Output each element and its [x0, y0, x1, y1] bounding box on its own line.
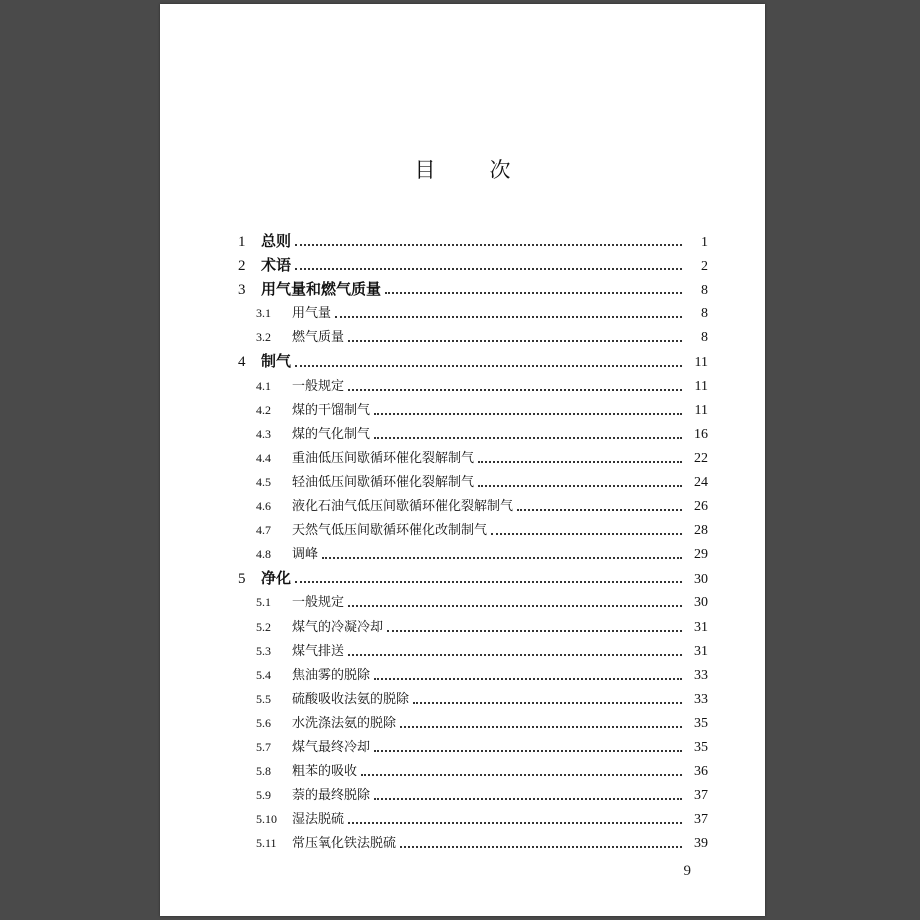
toc-entry-label: 天然气低压间歇循环催化改制制气 — [292, 523, 488, 539]
toc-entry[interactable] — [238, 640, 708, 664]
toc-entry-number: 5.4 — [256, 667, 271, 682]
toc-entry-page: 8 — [701, 330, 708, 346]
toc-entry[interactable] — [238, 471, 708, 495]
toc-entry[interactable] — [238, 616, 708, 640]
toc-entry-page: 22 — [694, 450, 708, 466]
dot-leader — [517, 509, 682, 511]
toc-entry[interactable] — [238, 278, 708, 302]
toc-entry-number: 4.5 — [256, 474, 271, 489]
toc-entry-label: 调峰 — [292, 547, 319, 563]
toc-entry[interactable] — [238, 664, 708, 688]
toc-entry[interactable] — [238, 784, 708, 808]
toc-entry-number: 4 — [238, 354, 246, 371]
toc-entry-page: 26 — [694, 499, 708, 515]
toc-entry-page: 30 — [694, 595, 708, 611]
toc-entry-number: 3.2 — [256, 330, 271, 345]
toc-entry-page: 11 — [694, 378, 708, 394]
toc-entry-page: 31 — [694, 619, 708, 635]
dot-leader — [348, 340, 682, 342]
dot-leader — [295, 268, 682, 270]
toc-entry-label: 湿法脱硫 — [292, 812, 345, 828]
toc-entry[interactable] — [238, 399, 708, 423]
toc-entry-label: 轻油低压间歇循环催化裂解制气 — [292, 474, 475, 490]
dot-leader — [387, 630, 682, 632]
toc-entry-number: 3.1 — [256, 306, 271, 321]
toc-entry-page: 11 — [694, 355, 708, 371]
toc-entry[interactable] — [238, 567, 708, 591]
toc-entry[interactable] — [238, 519, 708, 543]
toc-entry[interactable] — [238, 230, 708, 254]
toc-entry-label: 硫酸吸收法氨的脱除 — [292, 691, 410, 707]
toc-entry[interactable] — [238, 350, 708, 374]
toc-entry-label: 萘的最终脱除 — [292, 788, 371, 804]
toc-entry-number: 4.3 — [256, 426, 271, 441]
dot-leader — [374, 413, 682, 415]
dot-leader — [295, 365, 682, 367]
toc-entry-number: 5.2 — [256, 619, 271, 634]
dot-leader — [348, 389, 682, 391]
toc-entry-number: 5.3 — [256, 643, 271, 658]
toc-entry[interactable] — [238, 495, 708, 519]
toc-entry-page: 11 — [694, 402, 708, 418]
dot-leader — [361, 774, 682, 776]
toc-entry-number: 4.1 — [256, 378, 271, 393]
toc-entry-page: 28 — [694, 523, 708, 539]
toc-entry-page: 1 — [701, 235, 708, 250]
toc-entry-label: 常压氧化铁法脱硫 — [292, 836, 397, 852]
toc-entry[interactable] — [238, 832, 708, 856]
toc-entry[interactable] — [238, 543, 708, 567]
dot-leader — [348, 605, 682, 607]
toc-entry-number: 5 — [238, 571, 246, 588]
toc-entry-page: 37 — [694, 812, 708, 828]
toc-entry-page: 36 — [694, 764, 708, 780]
toc-entry-number: 5.1 — [256, 595, 271, 610]
toc-entry-label: 煤气排送 — [292, 643, 345, 659]
dot-leader — [385, 292, 682, 294]
toc-entry-number: 3 — [238, 282, 246, 299]
toc-entry-number: 4.7 — [256, 523, 271, 538]
dot-leader — [322, 557, 682, 559]
toc-entry-page: 35 — [694, 715, 708, 731]
toc-entry-page: 35 — [694, 739, 708, 755]
dot-leader — [295, 581, 682, 583]
toc-entry-label: 水洗涤法氨的脱除 — [292, 715, 397, 731]
dot-leader — [374, 750, 682, 752]
page-number: 9 — [683, 863, 691, 879]
dot-leader — [348, 822, 682, 824]
toc-entry-label: 燃气质量 — [292, 330, 345, 346]
toc-entry-page: 24 — [694, 474, 708, 490]
toc-entry-number: 5.11 — [256, 836, 277, 851]
title-char-2: 次 — [489, 158, 511, 182]
toc-entry-page: 8 — [701, 306, 708, 322]
dot-leader — [413, 702, 682, 704]
dot-leader — [348, 654, 682, 656]
title-char-1: 目 — [414, 158, 436, 182]
toc-entry-label: 液化石油气低压间歇循环催化裂解制气 — [292, 499, 514, 515]
dot-leader — [374, 798, 682, 800]
toc-entry-page: 29 — [694, 547, 708, 563]
toc-entry[interactable] — [238, 712, 708, 736]
toc-entry-number: 5.9 — [256, 788, 271, 803]
dot-leader — [374, 437, 682, 439]
toc-entry[interactable] — [238, 254, 708, 278]
toc-entry-label: 一般规定 — [292, 378, 345, 394]
toc-entry-label: 一般规定 — [292, 595, 345, 611]
dot-leader — [295, 244, 682, 246]
toc-entry-page: 30 — [694, 572, 708, 588]
toc-entry-label: 重油低压间歇循环催化裂解制气 — [292, 450, 475, 466]
toc-entry[interactable] — [238, 326, 708, 350]
toc-entry-label: 总则 — [261, 232, 292, 250]
dot-leader — [478, 461, 682, 463]
toc-entry-number: 5.7 — [256, 739, 271, 754]
toc-entry-number: 4.8 — [256, 547, 271, 562]
toc-entry-label: 煤的干馏制气 — [292, 402, 371, 418]
toc-entry[interactable] — [238, 375, 708, 399]
toc-entry-label: 粗苯的吸收 — [292, 764, 358, 780]
toc-entry-number: 5.10 — [256, 812, 277, 827]
toc-entry-page: 2 — [701, 259, 708, 275]
toc-entry[interactable] — [238, 447, 708, 471]
toc-entry-label: 用气量 — [292, 306, 332, 322]
toc-entry-label: 煤的气化制气 — [292, 426, 371, 442]
toc-entry[interactable] — [238, 760, 708, 784]
toc-entry[interactable] — [238, 736, 708, 760]
toc-entry-number: 5.5 — [256, 691, 271, 706]
toc-entry-label: 净化 — [261, 569, 292, 588]
toc-entry[interactable] — [238, 423, 708, 447]
dot-leader — [478, 485, 682, 487]
toc-entry-page: 33 — [694, 667, 708, 683]
toc-entry-label: 术语 — [261, 256, 292, 275]
document-page — [160, 4, 765, 916]
dot-leader — [400, 846, 682, 848]
toc-entry-label: 制气 — [261, 352, 292, 371]
dot-leader — [335, 316, 682, 318]
page-title — [160, 154, 765, 184]
toc-entry-page: 33 — [694, 691, 708, 707]
toc-entry-page: 16 — [694, 426, 708, 442]
toc-entry[interactable] — [238, 808, 708, 832]
toc-entry-number: 5.6 — [256, 715, 271, 730]
toc-entry-label: 煤气的冷凝冷却 — [292, 619, 384, 635]
dot-leader — [374, 678, 682, 680]
dot-leader — [491, 533, 682, 535]
toc-entry-label: 焦油雾的脱除 — [292, 667, 371, 683]
toc-entry-number: 1 — [238, 234, 246, 250]
toc-entry[interactable] — [238, 302, 708, 326]
toc-entry-number: 4.4 — [256, 450, 271, 465]
table-of-contents — [238, 230, 708, 856]
toc-entry-page: 8 — [701, 283, 708, 299]
toc-entry-label: 煤气最终冷却 — [292, 739, 371, 755]
toc-entry-number: 5.8 — [256, 764, 271, 779]
toc-entry[interactable] — [238, 591, 708, 615]
dot-leader — [400, 726, 682, 728]
toc-entry-page: 39 — [694, 836, 708, 852]
toc-entry[interactable] — [238, 688, 708, 712]
toc-entry-label: 用气量和燃气质量 — [261, 280, 382, 299]
toc-entry-page: 37 — [694, 788, 708, 804]
toc-entry-number: 2 — [238, 258, 246, 275]
toc-entry-number: 4.6 — [256, 499, 271, 514]
toc-entry-number: 4.2 — [256, 402, 271, 417]
toc-entry-page: 31 — [694, 643, 708, 659]
